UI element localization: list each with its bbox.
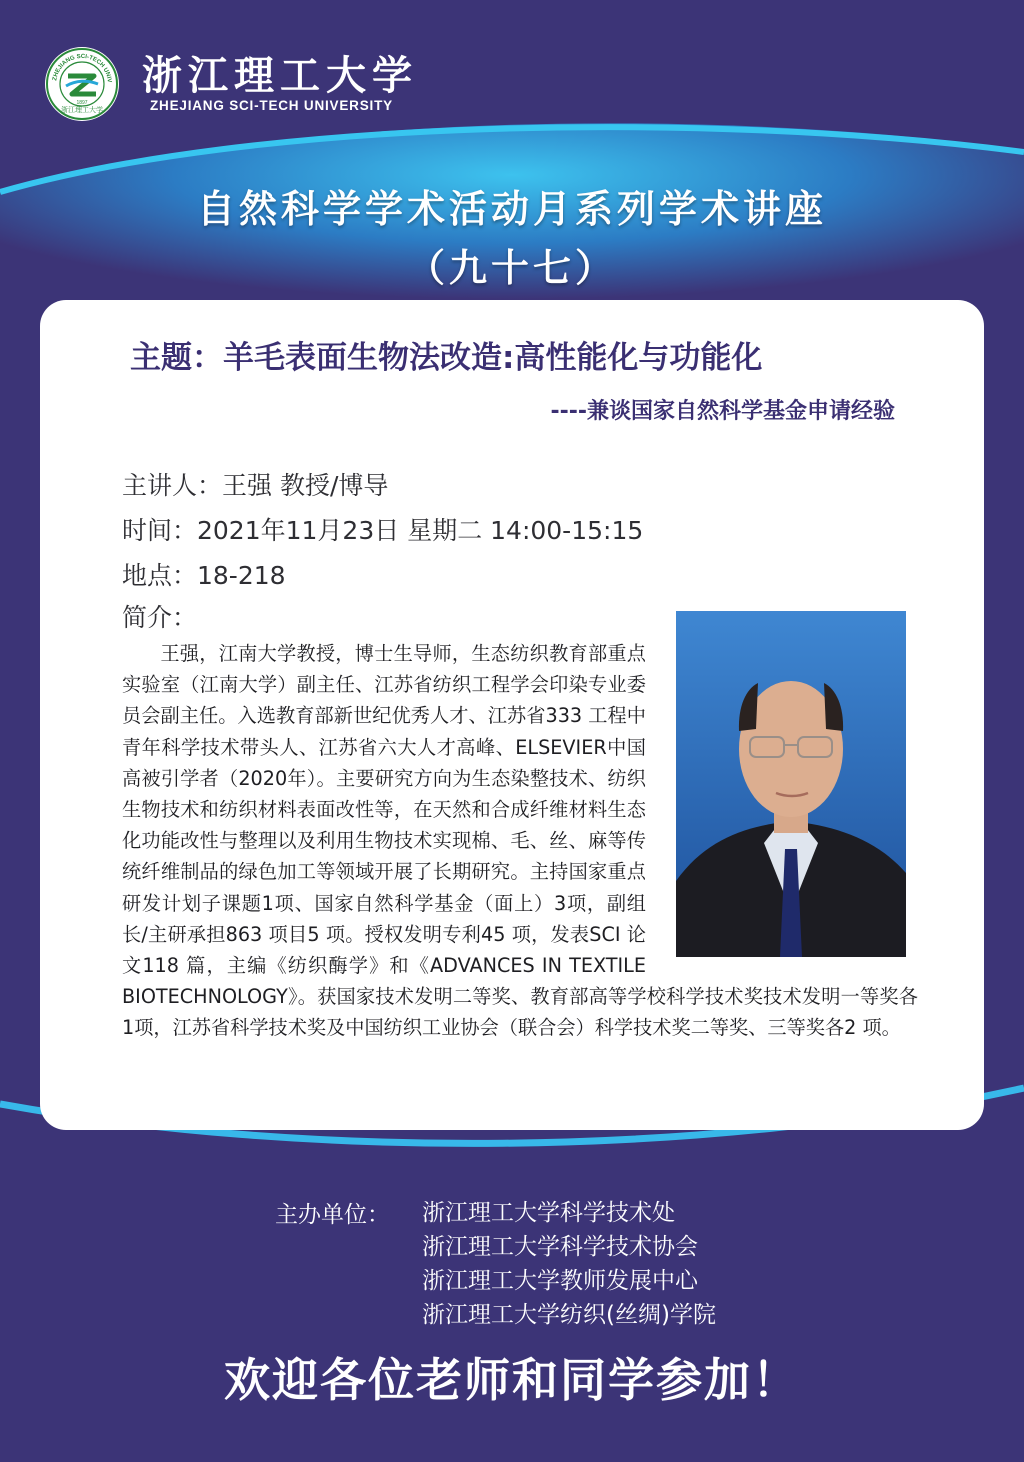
speaker-bio bbox=[122, 638, 918, 1044]
university-name-en: ZHEJIANG SCI-TECH UNIVERSITY bbox=[150, 98, 393, 113]
organizer-item: 浙江理工大学科学技术协会 bbox=[422, 1234, 698, 1260]
series-number: （九十七） bbox=[406, 245, 617, 290]
organizers-list bbox=[422, 1196, 716, 1332]
logo-bottom-text: 浙江理工大学 bbox=[61, 106, 103, 114]
logo-year: 1897 bbox=[76, 100, 88, 106]
organizers-label: 主办单位： bbox=[275, 1202, 390, 1228]
organizer-item: 浙江理工大学教师发展中心 bbox=[422, 1268, 698, 1294]
logo-ring-text: ZHEJIANG SCI-TECH UNIV bbox=[52, 53, 113, 83]
photo-wrap-spacer bbox=[646, 638, 918, 968]
university-logo bbox=[44, 46, 120, 122]
speaker-line: 主讲人：王强 教授/博导 bbox=[122, 471, 389, 500]
university-name-cn: 浙江理工大学 bbox=[142, 52, 418, 99]
time-line: 时间：2021年11月23日 星期二 14:00-15:15 bbox=[122, 516, 644, 545]
lecture-subtopic: ----兼谈国家自然科学基金申请经验 bbox=[550, 399, 895, 424]
place-line: 地点：18-218 bbox=[122, 561, 286, 590]
series-title: 自然科学学术活动月系列学术讲座 bbox=[196, 186, 827, 231]
lecture-topic: 主题：羊毛表面生物法改造:高性能化与功能化 bbox=[130, 340, 763, 376]
intro-label: 简介： bbox=[122, 603, 198, 632]
organizer-item: 浙江理工大学科学技术处 bbox=[422, 1200, 675, 1226]
bio-text: 王强，江南大学教授，博士生导师，生态纺织教育部重点实验室（江南大学）副主任、江苏省纺织工程学会印染专业委员会副主任。入选教育部新世纪优秀人才、江苏省333 工程中青年科学技术带头人、江苏省六大人才高峰、ELSEVIER中国高被引学者（2020年）。主要研究方向为生态染整技术、纺织生物技术和纺织材料表面改性等，在天然和合成纤维材料生态化功能改性与整理以及利用生物技术实现棉、毛、丝、麻等传统纤维制品的绿色加工等领域开展了长期研究。主持国家重点研发计划子课题1项、国家自然科学基金（面上）3项，副组长/主研承担863 项目5 项。授权发明专利45 项，发表SCI 论文118 篇，主编《纺织酶学》和《ADVANCES IN TEXTILE BIOTECHNOLOGY》。获国家技术发明二等奖、教育部高等学校科学技术奖技术发明一等奖各1项，江苏省科学技术奖及中国纺织工业协会（联合会）科学技术奖二等奖、三等奖各2 项。 bbox=[122, 642, 918, 1040]
welcome-message: 欢迎各位老师和同学参加！ bbox=[224, 1353, 800, 1407]
organizer-item: 浙江理工大学纺织(丝绸)学院 bbox=[422, 1302, 716, 1328]
